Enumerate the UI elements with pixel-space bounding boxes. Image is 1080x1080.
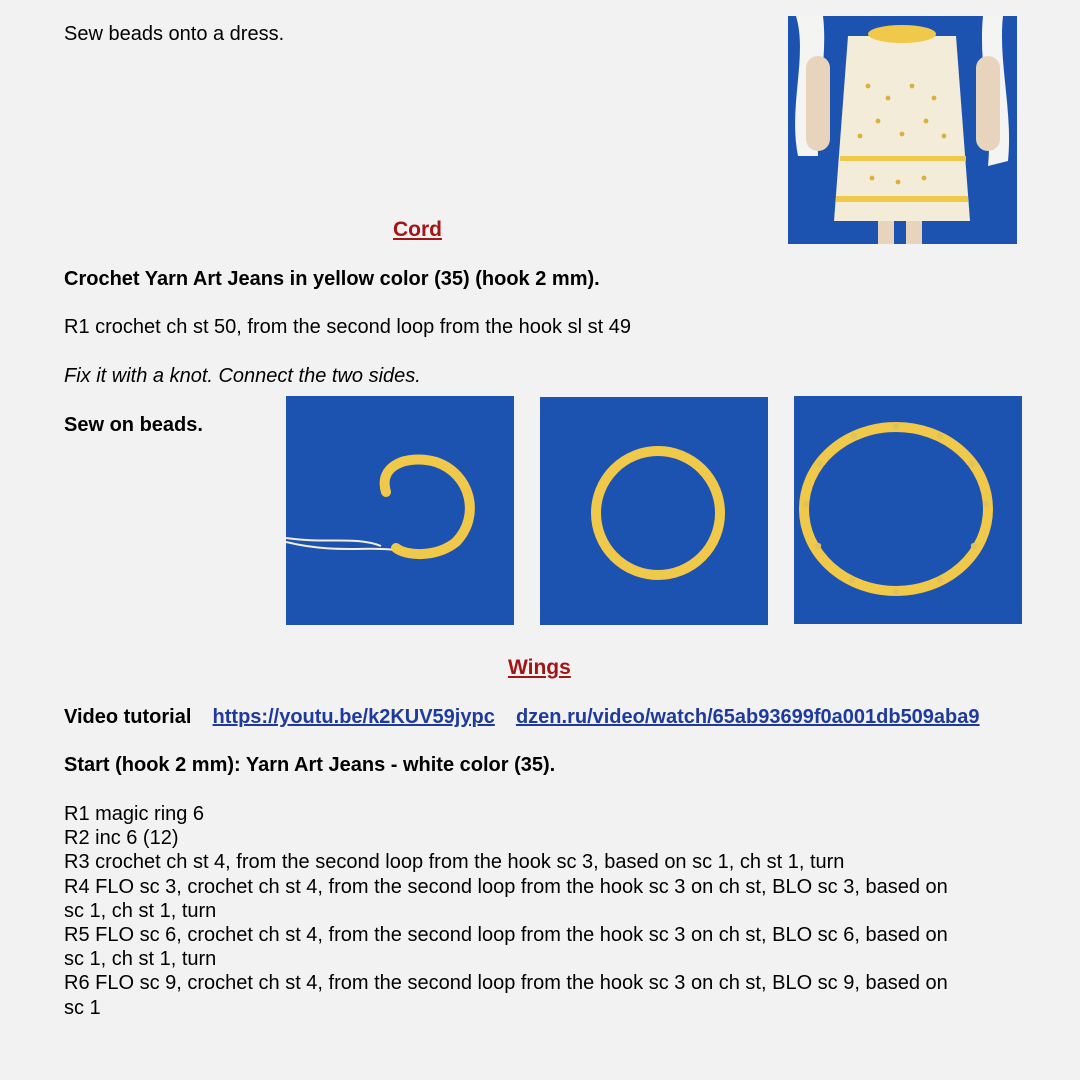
- dzen-link[interactable]: dzen.ru/video/watch/65ab93699f0a001db509aba9: [515, 706, 980, 728]
- cord-photo-beaded: [794, 396, 1022, 624]
- cord-photo-ring: [540, 397, 768, 625]
- wings-row: sc 1: [64, 996, 101, 1019]
- youtube-link[interactable]: https://youtu.be/k2KUV59jypc: [212, 706, 495, 728]
- sew-beads-label: Sew on beads.: [64, 414, 203, 436]
- wings-heading: Wings: [508, 656, 571, 679]
- cord-heading: Cord: [393, 218, 442, 241]
- cord-instruction: Crochet Yarn Art Jeans in yellow color (35) (hook 2 mm).: [64, 268, 600, 290]
- cord-row-1: R1 crochet ch st 50, from the second loop from the hook sl st 49: [64, 316, 631, 338]
- cord-photo-open: [286, 396, 514, 625]
- wings-row: sc 1, ch st 1, turn: [64, 899, 217, 922]
- wings-start: Start (hook 2 mm): Yarn Art Jeans - white color (35).: [64, 754, 556, 776]
- intro-text: Sew beads onto a dress.: [64, 23, 285, 45]
- video-tutorial-label: Video tutorial: [64, 706, 192, 728]
- wings-row: R6 FLO sc 9, crochet ch st 4, from the second loop from the hook sc 3 on ch st, BLO sc 9, based on: [64, 972, 948, 995]
- wings-row: sc 1, ch st 1, turn: [64, 948, 217, 971]
- wings-row: R3 crochet ch st 4, from the second loop from the hook sc 3, based on sc 1, ch st 1, turn: [64, 851, 845, 874]
- doll-dress-photo: [788, 16, 1017, 244]
- video-tutorial-line: [64, 705, 980, 729]
- wings-row: R5 FLO sc 6, crochet ch st 4, from the second loop from the hook sc 3 on ch st, BLO sc 6, based on: [64, 924, 948, 947]
- cord-note: Fix it with a knot. Connect the two sides.: [64, 365, 421, 387]
- wings-row: R2 inc 6 (12): [64, 827, 179, 850]
- wings-row: R4 FLO sc 3, crochet ch st 4, from the second loop from the hook sc 3 on ch st, BLO sc 3, based on: [64, 875, 948, 898]
- wings-row: R1 magic ring 6: [64, 803, 205, 825]
- wings-rows: [64, 802, 948, 1020]
